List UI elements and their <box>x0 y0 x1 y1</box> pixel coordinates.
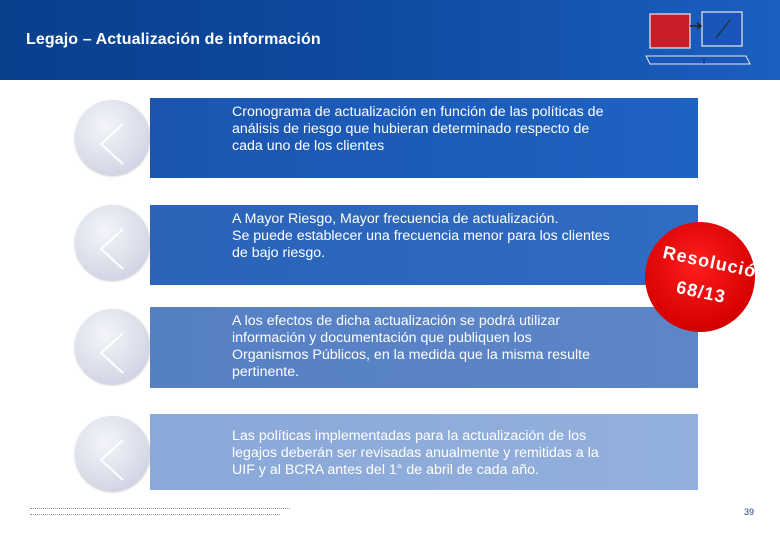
item-line: cada uno de los clientes <box>232 138 385 154</box>
item-line: Las políticas implementadas para la actualización de los <box>232 428 587 444</box>
item-box <box>150 205 698 285</box>
item-line: Se puede establecer una frecuencia menor para los clientes <box>232 228 610 244</box>
item-line: A Mayor Riesgo, Mayor frecuencia de actualización. <box>232 211 559 227</box>
item-line: análisis de riesgo que hubieran determinado respecto de <box>232 121 590 137</box>
stamp-number: 68/13 <box>674 277 728 307</box>
item-box <box>150 307 698 388</box>
circle-bullet-icon <box>75 416 150 491</box>
item-line: información y documentación que publiquen los <box>232 330 532 346</box>
page-title: Legajo – Actualización de información <box>26 31 321 48</box>
page-number: 39 <box>744 507 755 517</box>
legal-footnote <box>30 508 320 517</box>
circle-bullet-icon <box>75 309 150 384</box>
circle-bullet-icon <box>75 205 150 280</box>
stamp-text: Resolución <box>661 242 771 284</box>
item-line: Organismos Públicos, en la medida que la misma resulte <box>232 347 591 363</box>
item-line: pertinente. <box>232 364 300 380</box>
item-box <box>150 414 698 490</box>
item-line: A los efectos de dicha actualización se podrá utilizar <box>232 313 561 329</box>
item-box <box>150 98 698 178</box>
item-line: Cronograma de actualización en función de las políticas de <box>232 104 604 120</box>
item-line: UIF y al BCRA antes del 1° de abril de cada año. <box>232 462 539 478</box>
circle-bullet-icon <box>75 100 150 175</box>
item-line: legajos deberán ser revisadas anualmente y remitidas a la <box>232 445 599 461</box>
flow-diagram-icon <box>642 8 754 74</box>
item-line: de bajo riesgo. <box>232 245 326 261</box>
header-bar <box>0 0 780 80</box>
